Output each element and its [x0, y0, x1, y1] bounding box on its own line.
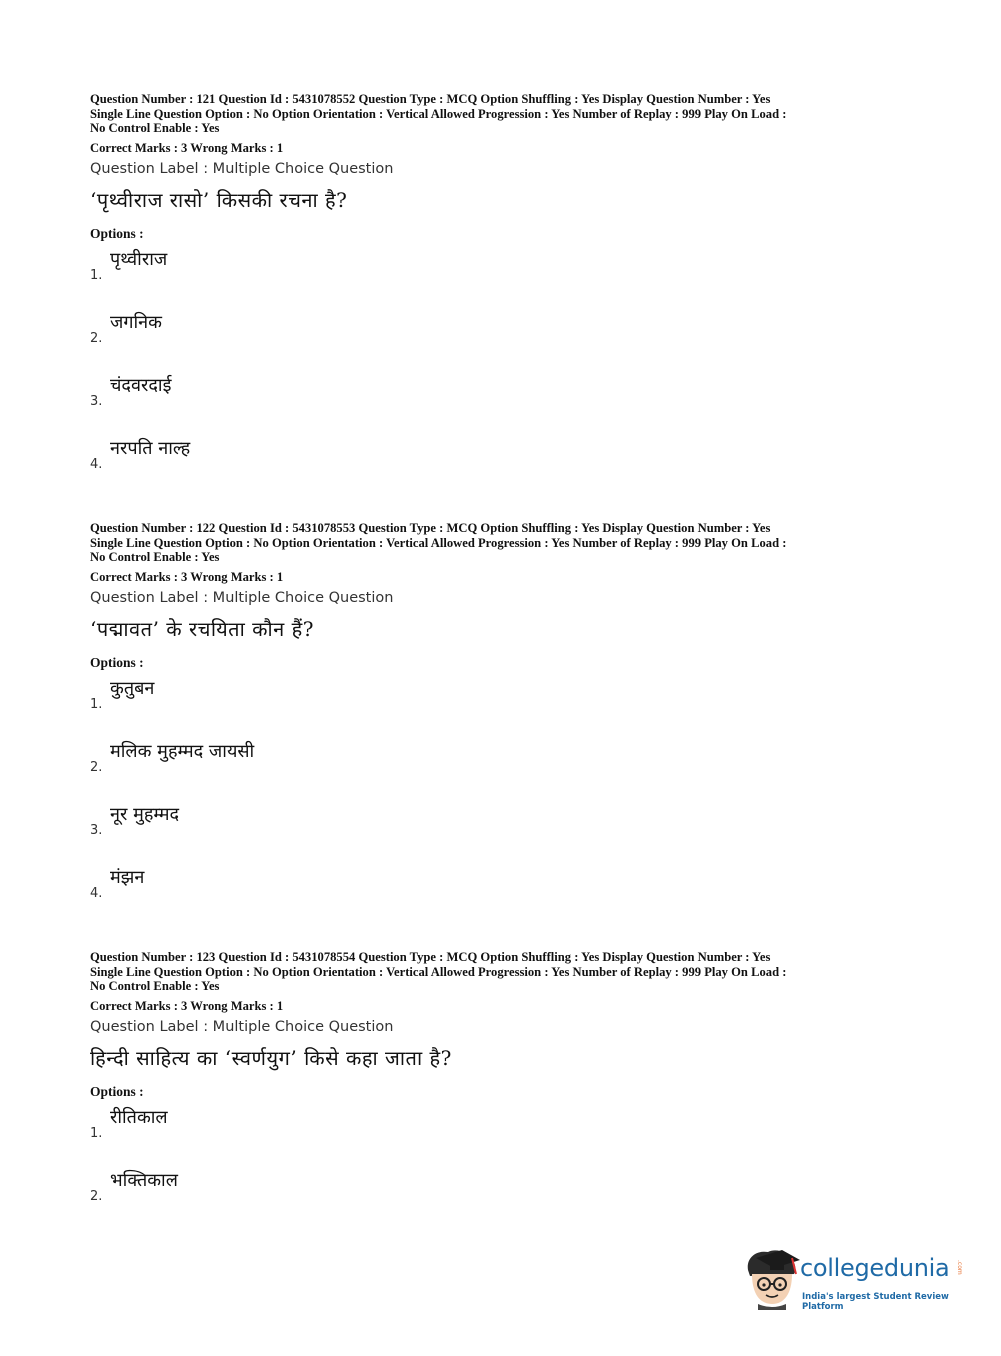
option-text: जगनिक	[110, 311, 162, 333]
option-number: 4.	[90, 885, 103, 901]
question-label: Question Label : Multiple Choice Question	[90, 1018, 394, 1035]
option-item[interactable]	[90, 677, 920, 740]
question-meta-line: Single Line Question Option : No Option Orientation : Vertical Allowed Progression : Yes Number of Replay : 999 Play On Load :	[90, 106, 787, 121]
option-number: 1.	[90, 267, 103, 283]
option-number: 1.	[90, 696, 103, 712]
question-block-121	[90, 92, 920, 500]
options-list	[90, 1106, 920, 1232]
option-text: मलिक मुहम्मद जायसी	[110, 740, 255, 762]
option-text: कुतुबन	[110, 677, 155, 699]
marks-line: Correct Marks : 3 Wrong Marks : 1	[90, 140, 284, 155]
options-heading: Options :	[90, 225, 144, 241]
option-number: 4.	[90, 456, 103, 472]
option-text: पृथ्वीराज	[110, 248, 168, 270]
option-text: नूर मुहम्मद	[110, 803, 180, 825]
option-item[interactable]	[90, 866, 920, 929]
option-text: मंझन	[110, 866, 145, 888]
question-label: Question Label : Multiple Choice Question	[90, 589, 394, 606]
option-number: 3.	[90, 822, 103, 838]
option-item[interactable]	[90, 1106, 920, 1169]
option-item[interactable]	[90, 437, 920, 500]
question-meta-line: Single Line Question Option : No Option Orientation : Vertical Allowed Progression : Yes Number of Replay : 999 Play On Load :	[90, 535, 787, 550]
option-text: रीतिकाल	[110, 1106, 168, 1128]
question-meta-line: No Control Enable : Yes	[90, 550, 220, 564]
collegedunia-logo[interactable]	[742, 1248, 972, 1312]
question-meta-line: Question Number : 122 Question Id : 5431078553 Question Type : MCQ Option Shuffling : Yes Display Question Number : Yes	[90, 521, 771, 535]
option-text: नरपति नाल्ह	[110, 437, 191, 459]
question-meta-line: Question Number : 123 Question Id : 5431078554 Question Type : MCQ Option Shuffling : Yes Display Question Number : Yes	[90, 950, 771, 964]
option-item[interactable]	[90, 374, 920, 437]
question-block-123	[90, 950, 920, 1232]
option-item[interactable]	[90, 311, 920, 374]
question-text: ‘पृथ्वीराज रासो’ किसकी रचना है?	[90, 187, 348, 212]
question-meta-line: Single Line Question Option : No Option Orientation : Vertical Allowed Progression : Yes Number of Replay : 999 Play On Load :	[90, 964, 787, 979]
question-text: ‘पद्मावत’ के रचयिता कौन हैं?	[90, 616, 314, 641]
question-meta-line: Question Number : 121 Question Id : 5431078552 Question Type : MCQ Option Shuffling : Yes Display Question Number : Yes	[90, 92, 771, 106]
question-meta-line: No Control Enable : Yes	[90, 121, 220, 135]
option-number: 2.	[90, 1188, 103, 1204]
question-label: Question Label : Multiple Choice Question	[90, 160, 394, 177]
marks-line: Correct Marks : 3 Wrong Marks : 1	[90, 569, 284, 584]
question-meta-line: No Control Enable : Yes	[90, 979, 220, 993]
option-number: 2.	[90, 759, 103, 775]
question-text: हिन्दी साहित्य का ‘स्वर्णयुग’ किसे कहा जाता है?	[90, 1045, 452, 1070]
question-block-122	[90, 521, 920, 929]
option-number: 1.	[90, 1125, 103, 1141]
logo-tagline: India's largest Student Review Platform	[802, 1292, 949, 1312]
logo-wordmark: collegedunia	[800, 1254, 950, 1282]
mascot-icon	[742, 1248, 802, 1310]
option-item[interactable]	[90, 803, 920, 866]
option-item[interactable]	[90, 740, 920, 803]
options-heading: Options :	[90, 654, 144, 670]
logo-dotcom: .com	[956, 1260, 963, 1275]
options-list	[90, 248, 920, 500]
option-item[interactable]	[90, 1169, 920, 1232]
option-text: चंदवरदाई	[110, 374, 172, 396]
options-heading: Options :	[90, 1083, 144, 1099]
option-text: भक्तिकाल	[110, 1169, 178, 1191]
option-number: 2.	[90, 330, 103, 346]
option-item[interactable]	[90, 248, 920, 311]
options-list	[90, 677, 920, 929]
marks-line: Correct Marks : 3 Wrong Marks : 1	[90, 998, 284, 1013]
option-number: 3.	[90, 393, 103, 409]
